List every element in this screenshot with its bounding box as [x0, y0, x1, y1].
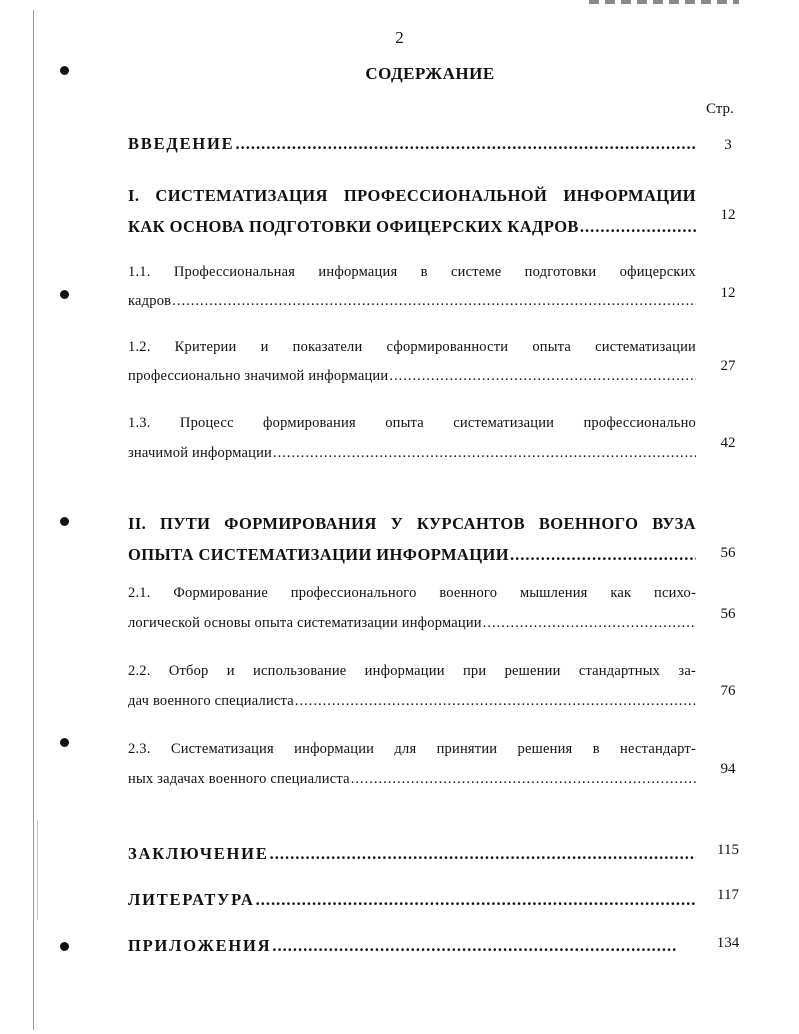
toc-leader-dots — [270, 844, 696, 864]
toc-entry-section-1-2 — [128, 333, 696, 391]
toc-entry-label: ЛИТЕРАТУРА — [128, 890, 255, 909]
toc-leader-dots — [235, 134, 696, 154]
toc-page-number: 94 — [720, 761, 736, 777]
toc-entry-line: 2.1. Формирование профессионального военного мышления как психо- — [128, 585, 696, 601]
toc-leader-dots — [510, 539, 696, 570]
toc-page-number: 12 — [720, 207, 736, 223]
toc-page-number: 76 — [720, 683, 736, 699]
punch-hole-icon — [60, 942, 69, 951]
toc-page-number: 117 — [717, 887, 739, 903]
toc-entry-line: логической основы опыта систематизации информации — [128, 615, 482, 631]
toc-leader-dots — [389, 362, 696, 391]
page-column-label: Стр. — [706, 101, 734, 117]
toc-entry-line: 2.3. Систематизация информации для принятии решения в нестандарт- — [128, 741, 696, 757]
toc-leader-dots — [172, 287, 696, 316]
toc-entry-label: ПРИЛОЖЕНИЯ — [128, 936, 272, 955]
toc-entry-introduction — [128, 134, 696, 154]
toc-leader-dots — [272, 936, 676, 956]
toc-page-number: 27 — [720, 358, 736, 374]
toc-entry-line: 1.2. Критерии и показатели сформированности опыта систематизации — [128, 339, 696, 355]
punch-hole-icon — [60, 738, 69, 747]
toc-entry-line: ных задачах военного специалиста — [128, 771, 350, 787]
toc-entry-line: 1.1. Профессиональная информация в системе подготовки офицерских — [128, 264, 696, 280]
toc-entry-chapter-1 — [128, 180, 696, 242]
toc-entry-line: ОПЫТА СИСТЕМАТИЗАЦИИ ИНФОРМАЦИИ — [128, 545, 509, 564]
toc-entry-section-2-1 — [128, 578, 696, 638]
toc-entry-line: КАК ОСНОВА ПОДГОТОВКИ ОФИЦЕРСКИХ КАДРОВ — [128, 217, 579, 236]
toc-leader-dots — [580, 211, 696, 242]
toc-entry-line: профессионально значимой информации — [128, 368, 389, 384]
toc-entry-line: II. ПУТИ ФОРМИРОВАНИЯ У КУРСАНТОВ ВОЕННОГО ВУЗА — [128, 514, 696, 533]
toc-entry-line: 1.3. Процесс формирования опыта систематизации профессионально — [128, 415, 696, 431]
toc-leader-dots — [483, 608, 696, 638]
scan-margin-line — [33, 10, 34, 1030]
page-title: СОДЕРЖАНИЕ — [365, 64, 495, 83]
toc-leader-dots — [273, 438, 696, 468]
toc-page-number: 56 — [720, 545, 736, 561]
toc-entry-line: дач военного специалиста — [128, 693, 294, 709]
toc-leader-dots — [295, 686, 696, 716]
toc-page-number: 115 — [717, 842, 739, 858]
page-number: 2 — [395, 28, 404, 47]
punch-hole-icon — [60, 517, 69, 526]
toc-entry-line: I. СИСТЕМАТИЗАЦИЯ ПРОФЕССИОНАЛЬНОЙ ИНФОРМАЦИИ — [128, 186, 696, 205]
toc-entry-line: значимой информации — [128, 445, 272, 461]
scan-margin-line-secondary — [37, 820, 38, 920]
toc-page-number: 134 — [716, 935, 740, 951]
toc-entry-label: ВВЕДЕНИЕ — [128, 134, 235, 153]
toc-entry-section-2-3 — [128, 734, 696, 794]
toc-entry-appendices — [128, 936, 676, 956]
scan-top-mark — [589, 0, 739, 4]
toc-entry-chapter-2 — [128, 508, 696, 570]
toc-leader-dots — [256, 890, 696, 910]
toc-page-number: 42 — [720, 435, 736, 451]
toc-page-number: 56 — [720, 606, 736, 622]
punch-hole-icon — [60, 290, 69, 299]
toc-entry-label: ЗАКЛЮЧЕНИЕ — [128, 844, 269, 863]
toc-entry-section-1-1 — [128, 258, 696, 316]
toc-entry-section-2-2 — [128, 656, 696, 716]
toc-entry-line: 2.2. Отбор и использование информации при решении стандартных за- — [128, 663, 696, 679]
toc-page-number: 3 — [724, 137, 732, 153]
toc-entry-literature — [128, 890, 696, 910]
toc-entry-conclusion — [128, 844, 696, 864]
toc-entry-section-1-3 — [128, 408, 696, 468]
toc-page-number: 12 — [720, 285, 736, 301]
toc-entry-line: кадров — [128, 293, 172, 309]
toc-leader-dots — [351, 764, 696, 794]
